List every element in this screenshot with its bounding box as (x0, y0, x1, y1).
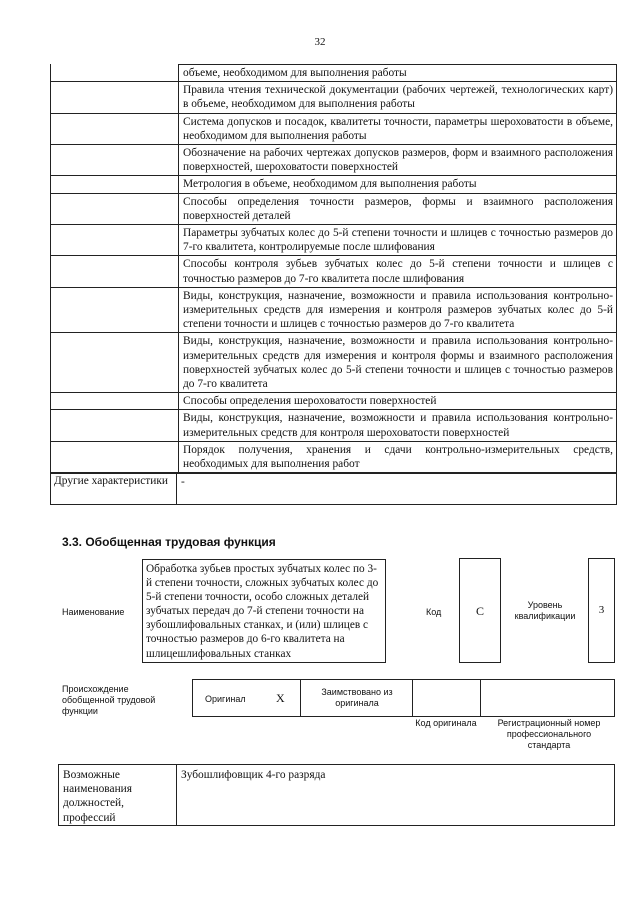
knowledge-table (50, 64, 617, 505)
name-label: Наименование (62, 607, 125, 617)
level-value: 3 (598, 604, 605, 616)
origin-label: Происхождение обобщенной трудовой функции (62, 684, 156, 716)
positions-value: Зубошлифовщик 4-го разряда (181, 769, 326, 781)
page-number: 32 (314, 36, 326, 48)
origin-table (192, 679, 615, 717)
function-name: Обработка зубьев простых зубчатых колес по 3-й степени точности, сложных зубчатых колес до 5-й степени точности, особо сложных деталей зубчатых передач до 7-й степени точности на зубошлифовальных станках, и (или) шлицев с точностью размеров до 6-го квалитета на шлицешлифовальных станках (142, 559, 386, 663)
origin-code-cell (413, 680, 481, 716)
code-label: Код (426, 607, 442, 617)
knowledge-item: Метрология в объеме, необходимом для выполнения работы (179, 176, 617, 192)
original-cell (193, 680, 301, 716)
knowledge-item: Способы контроля зубьев зубчатых колес до 5-й степени точности и шлицев с точностью размеров до 7-го квалитета после шлифования (179, 256, 617, 286)
table-row (50, 410, 617, 441)
table-row (50, 194, 617, 225)
knowledge-item: Виды, конструкция, назначение, возможности и правила использования контрольно-измерительных средств для контроля шероховатости поверхностей (179, 410, 617, 440)
table-row (50, 82, 617, 113)
table-row (50, 393, 617, 410)
other-characteristics-value: - (177, 473, 617, 504)
reg-number-caption: Регистрационный номер профессионального стандарта (497, 718, 601, 750)
section-title: 3.3. Обобщенная трудовая функция (62, 535, 276, 549)
table-row (50, 225, 617, 256)
table-row (50, 333, 617, 393)
knowledge-item: Система допусков и посадок, квалитеты точности, параметры шероховатости в объеме, необходимом для выполнения работы (179, 114, 617, 144)
table-row (50, 114, 617, 145)
code-value: C (475, 604, 484, 618)
positions-table (58, 764, 615, 826)
original-mark: X (276, 691, 285, 705)
table-row (50, 288, 617, 334)
original-label: Оригинал (205, 694, 246, 704)
positions-label: Возможные наименования должностей, профессий (59, 765, 177, 825)
table-row (50, 442, 617, 473)
borrowed-label: Заимствовано из оригинала (321, 687, 393, 708)
knowledge-item: Виды, конструкция, назначение, возможности и правила использования контрольно-измерительных средств для измерения и контроля формы и взаимного расположения поверхностей зубчатых колес до 5-й степени точности и шлицев с точностью размеров до 7-го квалитета (179, 333, 617, 392)
knowledge-item: Порядок получения, хранения и сдачи контрольно-измерительных средств, необходимых для выполнения работ (179, 442, 617, 472)
table-row (50, 176, 617, 193)
knowledge-item: Правила чтения технической документации (рабочих чертежей, технологических карт) в объеме, необходимом для выполнения работы (179, 82, 617, 112)
knowledge-item: Способы определения шероховатости поверхностей (179, 393, 617, 409)
knowledge-item: Виды, конструкция, назначение, возможности и правила использования контрольно-измерительных средств для измерения и контроля размеров зубчатых колес до 5-й степени точности и шлицев с точностью размеров до 7-го квалитета (179, 288, 617, 333)
borrowed-cell (301, 680, 413, 716)
table-row (50, 256, 617, 287)
table-row (50, 145, 617, 176)
knowledge-item: Обозначение на рабочих чертежах допусков размеров, форм и взаимного расположения поверхностей, шероховатости поверхностей (179, 145, 617, 175)
other-characteristics-row (50, 473, 617, 505)
origin-code-caption: Код оригинала (415, 718, 477, 728)
reg-number-cell (481, 680, 614, 716)
level-label: Уровень квалификации (514, 600, 576, 621)
other-characteristics-label: Другие характеристики (50, 473, 177, 504)
knowledge-item: Способы определения точности размеров, формы и взаимного расположения поверхностей деталей (179, 194, 617, 224)
knowledge-item: Параметры зубчатых колес до 5-й степени точности и шлицев с точностью размеров до 7-го квалитета, контролируемые после шлифования (179, 225, 617, 255)
table-row (50, 64, 617, 82)
knowledge-item: объеме, необходимом для выполнения работы (179, 64, 617, 81)
